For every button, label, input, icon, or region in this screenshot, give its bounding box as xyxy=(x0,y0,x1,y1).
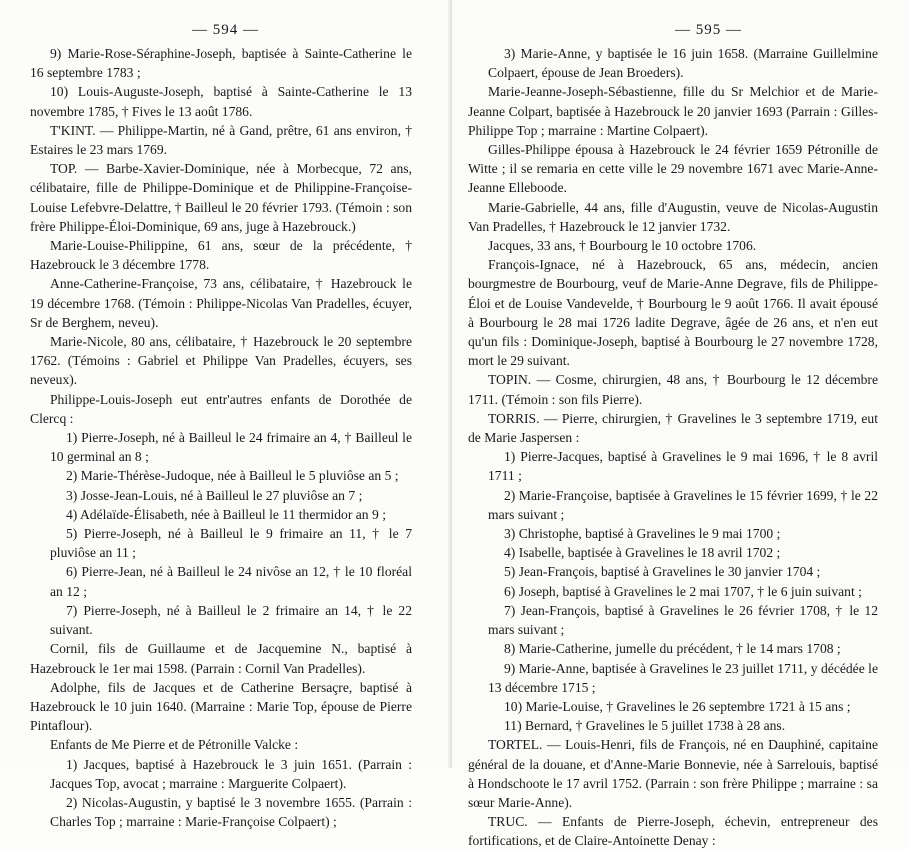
paragraph: T'KINT. — Philippe-Martin, né à Gand, prêtre, 61 ans environ, † Estaires le 23 mars 1769. xyxy=(30,122,412,158)
paragraph: Philippe-Louis-Joseph eut entr'autres enfants de Dorothée de Clercq : xyxy=(30,391,412,426)
list-item: 5) Pierre-Joseph, né à Bailleul le 9 frimaire an 11, † le 7 pluviôse an 11 ; xyxy=(50,526,412,561)
list-item: 3) Christophe, baptisé à Gravelines le 9 mai 1700 ; xyxy=(504,526,781,542)
list-item: 6) Pierre-Jean, né à Bailleul le 24 nivôse an 12, † le 10 floréal an 12 ; xyxy=(50,564,412,599)
paragraph: Anne-Catherine-Françoise, 73 ans, célibataire, † Hazebrouck le 19 décembre 1768. (Témoin : Philippe-Nicolas Van Pradelles, écuyer, Sr de Berghem, neveu). xyxy=(30,276,412,330)
list-item: 4) Adélaïde-Élisabeth, née à Bailleul le 11 thermidor an 9 ; xyxy=(66,506,386,522)
page-number: — 594 — xyxy=(192,22,259,38)
list-item: 5) Jean-François, baptisé à Gravelines le 30 janvier 1704 ; xyxy=(504,564,821,580)
paragraph: TORTEL. — Louis-Henri, fils de François, né en Dauphiné, capitaine général de la douane, et d'Anne-Marie Bonnevie, née à Sarrelouis, baptisé à Hondschoote le 17 avril 1752. (Parrain : son frère Philippe ; marraine : sa sœur Marie-Anne). xyxy=(468,737,878,810)
list-item: 6) Joseph, baptisé à Gravelines le 2 mai 1707, † le 6 juin suivant ; xyxy=(504,583,862,599)
paragraph: TORRIS. — Pierre, chirurgien, † Gravelines le 3 septembre 1719, eut de Marie Jaspersen : xyxy=(468,410,878,446)
list-item: 2) Marie-Thérèse-Judoque, née à Bailleul le 5 pluviôse an 5 ; xyxy=(66,468,399,484)
paragraph: Enfants de Me Pierre et de Pétronille Valcke : xyxy=(50,737,299,753)
list-item: 3) Josse-Jean-Louis, né à Bailleul le 27 pluviôse an 7 ; xyxy=(66,487,363,503)
paragraph: Adolphe, fils de Jacques et de Catherine Bersaçre, baptisé à Hazebrouck le 10 juin 1640. (Marraine : Marie Top, épouse de Pierre Pintaflour). xyxy=(30,679,412,734)
text-column xyxy=(30,44,412,831)
list-item: 2) Nicolas-Augustin, y baptisé le 3 novembre 1655. (Parrain : Charles Top ; marraine : Marie-Françoise Colpaert) ; xyxy=(50,794,412,830)
page-number: — 595 — xyxy=(675,22,742,38)
list-item: 7) Pierre-Joseph, né à Bailleul le 2 frimaire an 14, † le 22 suivant. xyxy=(50,602,412,638)
paragraph: Marie-Gabrielle, 44 ans, fille d'Augustin, veuve de Nicolas-Augustin Van Pradelles, † Hazebrouck le 12 janvier 1732. xyxy=(468,199,878,234)
paragraph: TOPIN. — Cosme, chirurgien, 48 ans, † Bourbourg le 12 décembre 1711. (Témoin : son fils Pierre). xyxy=(468,372,878,407)
list-item: 7) Jean-François, baptisé à Gravelines le 26 février 1708, † le 12 mars suivant ; xyxy=(488,602,878,638)
left-page xyxy=(0,0,452,830)
paragraph: Marie-Nicole, 80 ans, célibataire, † Hazebrouck le 20 septembre 1762. (Témoins : Gabriel et Philippe Van Pradelles, écuyers, ses neveux). xyxy=(30,334,412,388)
list-item: 10) Marie-Louise, † Gravelines le 26 septembre 1721 à 15 ans ; xyxy=(504,698,851,714)
list-item: 4) Isabelle, baptisée à Gravelines le 18 avril 1702 ; xyxy=(504,545,781,561)
paragraph: Cornil, fils de Guillaume et de Jacquemine N., baptisé à Hazebrouck le 1er mai 1598. (Parrain : Cornil Van Pradelles). xyxy=(30,641,412,676)
paragraph: Jacques, 33 ans, † Bourbourg le 10 octobre 1706. xyxy=(488,238,757,254)
list-item: 8) Marie-Catherine, jumelle du précédent, † le 14 mars 1708 ; xyxy=(504,641,841,657)
list-item: 1) Jacques, baptisé à Hazebrouck le 3 juin 1651. (Parrain : Jacques Top, avocat ; marraine : Marguerite Colpaert). xyxy=(50,756,412,791)
list-item: 9) Marie-Anne, baptisée à Gravelines le 23 juillet 1711, y décédée le 13 décembre 1715 ; xyxy=(488,660,878,695)
paragraph: François-Ignace, né à Hazebrouck, 65 ans, médecin, ancien bourgmestre de Bourbourg, veuf de Marie-Anne Degrave, fils de Philippe-Éloi et de Louise Vandevelde, † Bourbourg le 9 août 1766. Il avait épousé à Bourbourg le 28 mai 1726 ladite Degrave, âgée de 26 ans, et n'en eut qu'un fils : Dominique-Joseph, baptisé à Bourbourg le 27 novembre 1728, mort le 29 suivant. xyxy=(468,257,878,369)
paragraph: Marie-Louise-Philippine, 61 ans, sœur de la précédente, † Hazebrouck le 3 décembre 1778. xyxy=(30,238,412,273)
list-item: 1) Pierre-Joseph, né à Bailleul le 24 frimaire an 4, † Bailleul le 10 germinal an 8 ; xyxy=(50,430,412,465)
text-column xyxy=(468,44,878,851)
paragraph: 9) Marie-Rose-Séraphine-Joseph, baptisée à Sainte-Catherine le 16 septembre 1783 ; xyxy=(30,46,412,81)
paragraph: Marie-Jeanne-Joseph-Sébastienne, fille du Sr Melchior et de Marie-Jeanne Colpart, baptisée à Hazebrouck le 20 janvier 1693 (Parrain : Gilles-Philippe Top ; marraine : Martine Colpaert). xyxy=(468,84,878,138)
right-page xyxy=(452,0,909,849)
paragraph: Gilles-Philippe épousa à Hazebrouck le 24 février 1659 Pétronille de Witte ; il se remaria en cette ville le 29 novembre 1671 avec Marie-Anne-Jeanne Elleboode. xyxy=(468,142,878,196)
list-item: 2) Marie-Françoise, baptisée à Gravelines le 15 février 1699, † le 22 mars suivant ; xyxy=(488,487,878,522)
paragraph: 10) Louis-Auguste-Joseph, baptisé à Sainte-Catherine le 13 novembre 1785, † Fives le 13 août 1786. xyxy=(30,84,412,119)
list-item: 1) Pierre-Jacques, baptisé à Gravelines le 9 mai 1696, † le 8 avril 1711 ; xyxy=(488,449,878,484)
list-item: 11) Bernard, † Gravelines le 5 juillet 1738 à 28 ans. xyxy=(504,718,786,734)
paragraph: TRUC. — Enfants de Pierre-Joseph, échevin, entrepreneur des fortifications, et de Claire-Antoinette Denay : xyxy=(468,814,878,849)
paragraph: TOP. — Barbe-Xavier-Dominique, née à Morbecque, 72 ans, célibataire, fille de Philippe-Dominique et de Philippine-Françoise-Louise Lefebvre-Delattre, † Bailleul le 20 février 1793. (Témoin : son frère Philippe-Éloi-Dominique, 69 ans, juge à Hazebrouck.) xyxy=(30,161,412,234)
list-item: 3) Marie-Anne, y baptisée le 16 juin 1658. (Marraine Guillelmine Colpaert, épouse de Jean Broeders). xyxy=(488,46,878,81)
